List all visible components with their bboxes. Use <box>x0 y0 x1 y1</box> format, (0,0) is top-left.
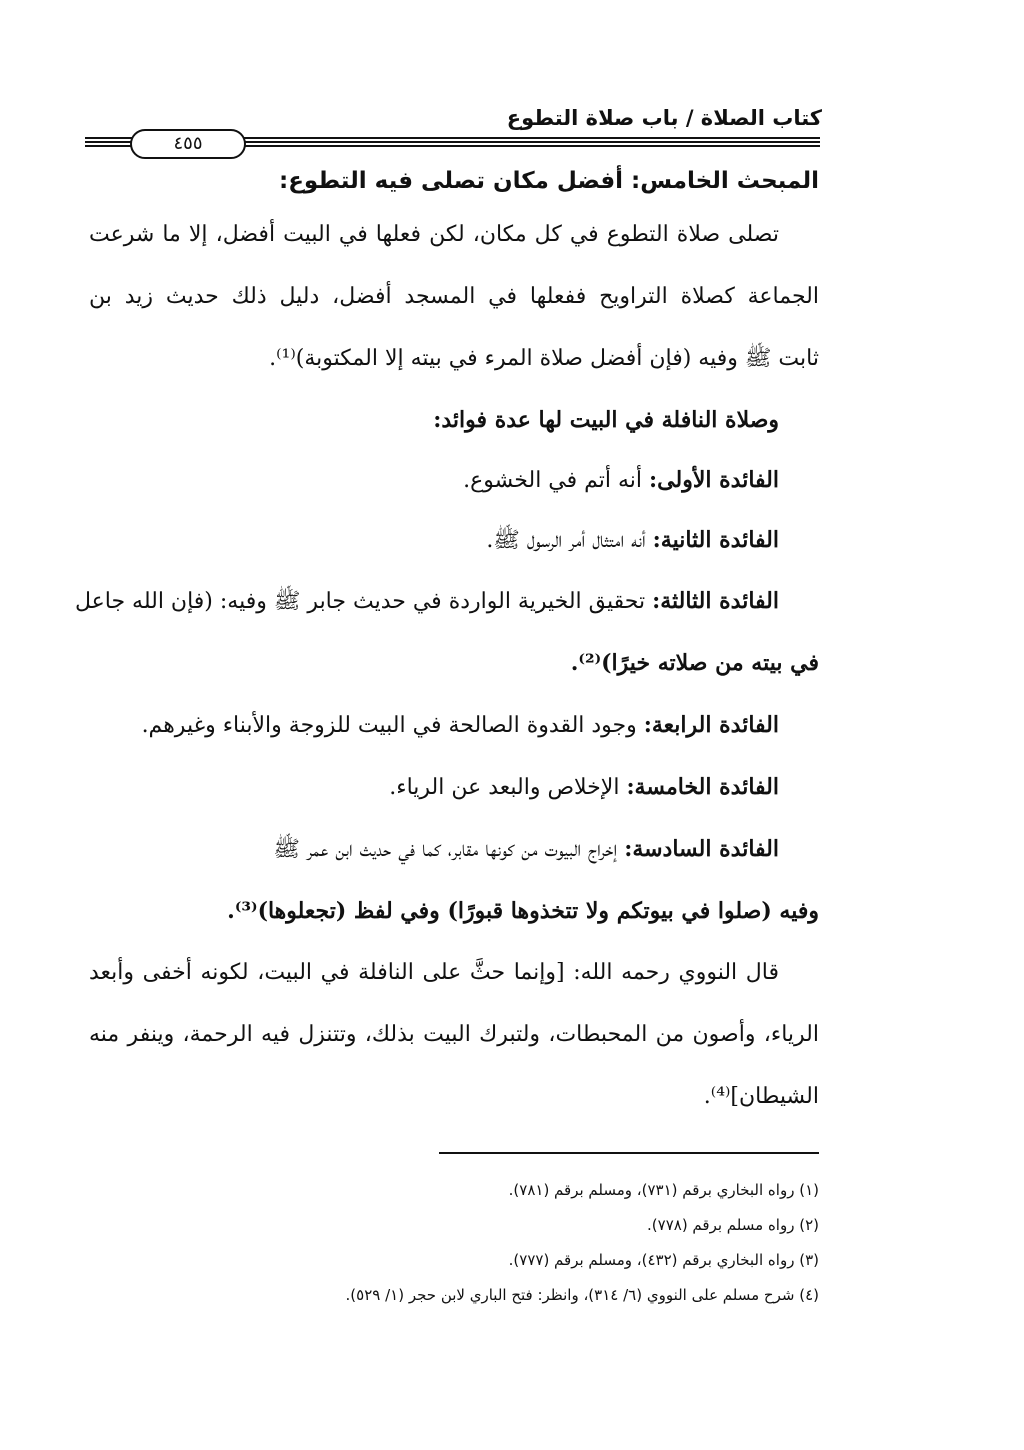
benefit-text: تحقيق الخيرية الواردة في حديث جابر ﷺ وفيه: (فإن الله جاعل <box>74 589 653 614</box>
benefit-label: الفائدة الرابعة: <box>643 712 779 738</box>
benefit-item <box>89 818 819 880</box>
benefit-item <box>89 694 819 756</box>
benefit-text: الإخلاص والبعد عن الرياء. <box>389 775 627 800</box>
footnotes <box>119 1173 819 1313</box>
benefit-continuation: في بيته من صلاته خيرًا)⁽²⁾. <box>570 650 819 676</box>
footnote: (٢) رواه مسلم برقم (٧٧٨). <box>647 1216 819 1234</box>
benefit-item <box>74 570 819 632</box>
benefit-item <box>89 510 819 570</box>
page-number: ٤٥٥ <box>130 129 246 159</box>
benefits-intro: وصلاة النافلة في البيت لها عدة فوائد: <box>433 407 779 433</box>
benefit-text: أنه امتثال أمر الرسول ﷺ. <box>486 528 653 553</box>
footnote: (٣) رواه البخاري برقم (٤٣٢)، ومسلم برقم (٧٧٧). <box>508 1251 819 1269</box>
benefit-label: الفائدة الأولى: <box>649 467 779 493</box>
quote-line: قال النووي رحمه الله: [وإنما حثَّ على النافلة في البيت، لكونه أخفى وأبعد <box>89 960 779 985</box>
benefit-item <box>89 450 819 510</box>
paragraph-line: الجماعة كصلاة التراويح ففعلها في المسجد أفضل، دليل ذلك حديث زيد بن <box>89 284 819 309</box>
quote-line: الشيطان]⁽⁴⁾. <box>703 1084 819 1109</box>
benefit-label: الفائدة الخامسة: <box>626 774 779 800</box>
benefit-text: أنه أتم في الخشوع. <box>463 468 650 493</box>
main-text <box>74 158 819 1128</box>
section-heading: المبحث الخامس: أفضل مكان تصلى فيه التطوع: <box>279 168 819 194</box>
header-rule <box>85 133 820 155</box>
benefit-label: الفائدة السادسة: <box>624 836 779 862</box>
benefit-label: الفائدة الثانية: <box>652 527 779 553</box>
paragraph-line: ثابت ﷺ وفيه (فإن أفضل صلاة المرء في بيته إلا المكتوبة)⁽¹⁾. <box>269 346 819 371</box>
benefit-item <box>89 756 819 818</box>
quote-line: الرياء، وأصون من المحبطات، ولتبرك البيت بذلك، وتتنزل فيه الرحمة، وينفر منه <box>89 1022 819 1047</box>
benefit-label: الفائدة الثالثة: <box>652 588 779 614</box>
benefit-text: وجود القدوة الصالحة في البيت للزوجة والأبناء وغيرهم. <box>141 713 644 738</box>
running-header-title: كتاب الصلاة / باب صلاة التطوع <box>506 106 822 130</box>
benefit-text: إخراج البيوت من كونها مقابر، كما في حديث ابن عمر ﷺ <box>273 837 625 862</box>
footnote-separator <box>439 1152 819 1154</box>
paragraph-line: تصلى صلاة التطوع في كل مكان، لكن فعلها في البيت أفضل، إلا ما شرعت <box>89 222 779 247</box>
footnote: (٤) شرح مسلم على النووي (٦/ ٣١٤)، وانظر: فتح الباري لابن حجر (١/ ٥٢٩). <box>345 1286 819 1304</box>
benefit-continuation: وفيه (صلوا في بيوتكم ولا تتخذوها قبورًا) وفي لفظ (تجعلوها)⁽³⁾. <box>227 898 819 924</box>
footnote: (١) رواه البخاري برقم (٧٣١)، ومسلم برقم (٧٨١). <box>508 1181 819 1199</box>
